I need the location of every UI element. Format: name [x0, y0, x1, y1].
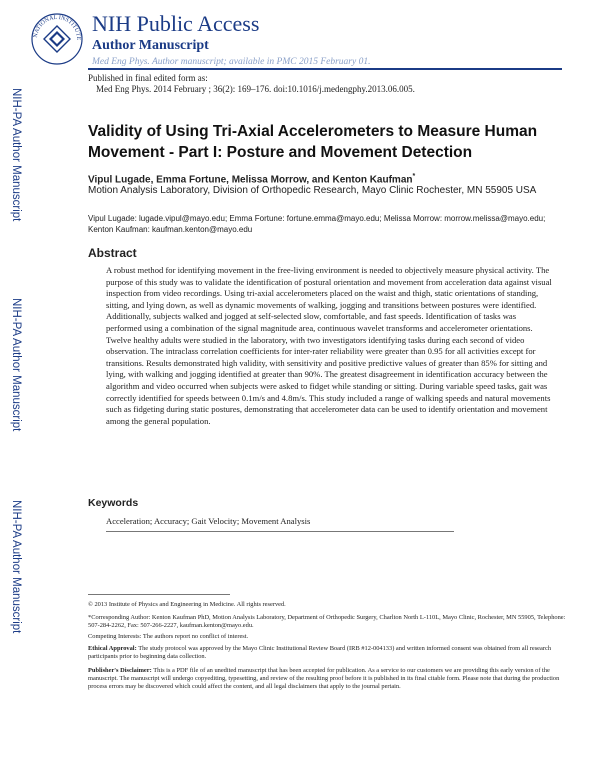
- abstract-text: A robust method for identifying movement in the free-living environment is needed to objectively measure physical activity. The purpose of this study was to validate the identification of postural orientation and movement from acceleration data against visual inspection from video recordings. Using tri-axial accelerometers placed on the waist and thigh, static orientations of standing, sitting, and lying down, as well as dynamic movements of walking, jogging and transitions between postures were identified. Additionally, subjects walked and jogged at self-selected slow, comfortable, and fast speeds. Identification of tasks was performed using a combination of the signal magnitude area, continuous wavelet transforms and accelerometer orientations. Twelve healthy adults were studied in the laboratory, with two investigators identifying tasks during each second of video observation. The intraclass correlation coefficients for inter-rater reliability were greater than 0.95 for all activities except for transitions. Results demonstrated high validity, with sensitivity and positive predictive values of greater than 85% for sitting and lying, with walking and jogging identified at greater than 90%. The greatest disagreement in identification accuracy between the algorithm and video occurred when subjects were asked to fidget while standing or sitting. During variable speed tasks, gait was correctly identified for speeds between 0.1m/s and 4.8m/s. This study included a range of walking speeds and natural movements such as fidgeting during static postures, demonstrating that accelerometer data can be used to identify orientation and movement among the general population.: [106, 265, 552, 426]
- nih-logo: [30, 12, 84, 66]
- abstract-heading: Abstract: [88, 246, 137, 260]
- sidebar-watermark-bottom: NIH-PA Author Manuscript: [10, 500, 22, 634]
- affiliation: Motion Analysis Laboratory, Division of Orthopedic Research, Mayo Clinic Rochester, MN 55905 USA: [88, 185, 537, 196]
- footnote-divider: [88, 594, 230, 595]
- citation: Med Eng Phys. 2014 February ; 36(2): 169–176. doi:10.1016/j.medengphy.2013.06.005.: [96, 84, 415, 94]
- author-emails: Vipul Lugade: lugade.vipul@mayo.edu; Emma Fortune: fortune.emma@mayo.edu; Melissa Morrow: morrow.melissa@mayo.edu; Kenton Kaufman: kaufman.kenton@mayo.edu: [88, 214, 546, 234]
- ethical-approval-note: [88, 645, 568, 661]
- keywords-divider: [106, 531, 454, 532]
- published-label: Published in final edited form as:: [88, 73, 208, 83]
- ethical-text: The study protocol was approved by the Mayo Clinic Institutional Review Board (IRB #12-004133) and written informed consent was obtained from all research participants prior to beginning data collection.: [88, 645, 552, 661]
- authors: Vipul Lugade, Emma Fortune, Melissa Morrow, and Kenton Kaufman: [88, 174, 413, 186]
- copyright-note: © 2013 Institute of Physics and Engineering in Medicine. All rights reserved.: [88, 601, 286, 608]
- pmc-availability: Med Eng Phys. Author manuscript; available in PMC 2015 February 01.: [92, 57, 371, 67]
- header-divider: [88, 68, 562, 70]
- ethical-label: Ethical Approval:: [88, 645, 137, 652]
- header-subtitle: Author Manuscript: [92, 38, 209, 53]
- article-title: Validity of Using Tri-Axial Accelerometers to Measure Human Movement - Part I: Posture and Movement Detection: [88, 123, 538, 161]
- competing-interests-note: Competing Interests: The authors report no conflict of interest.: [88, 633, 249, 640]
- author-list: [88, 173, 415, 185]
- disclaimer-text: This is a PDF file of an unedited manuscript that has been accepted for publication. As a service to our customers we are providing this early version of the manuscript. The manuscript will undergo copyediting, typesetting, and review of the resulting proof before it is published in its final citable form. Please note that during the production process errors may be discovered which could affect the content, and all legal disclaimers that apply to the journal pertain.: [88, 667, 560, 691]
- sidebar-watermark-top: NIH-PA Author Manuscript: [10, 88, 22, 222]
- publisher-disclaimer-note: [88, 667, 568, 692]
- logo-text: NATIONAL INSTITUTE: [32, 14, 82, 41]
- keywords-text: Acceleration; Accuracy; Gait Velocity; Movement Analysis: [106, 516, 311, 526]
- corresponding-mark: *: [412, 173, 416, 180]
- disclaimer-label: Publisher's Disclaimer:: [88, 667, 152, 674]
- corresponding-author-note: *Corresponding Author: Kenton Kaufman PhD, Motion Analysis Laboratory, Department of Orthopedic Surgery, Charlton North L-110L, Mayo Clinic, Rochester, MN 55905, Telephone: 507-284-2262, Fax: 507-266-2227, kaufman.kenton@mayo.edu.: [88, 614, 566, 630]
- keywords-heading: Keywords: [88, 497, 139, 509]
- nih-seal-icon: [30, 12, 84, 66]
- header-title: NIH Public Access: [92, 11, 260, 36]
- sidebar-watermark-middle: NIH-PA Author Manuscript: [10, 298, 22, 432]
